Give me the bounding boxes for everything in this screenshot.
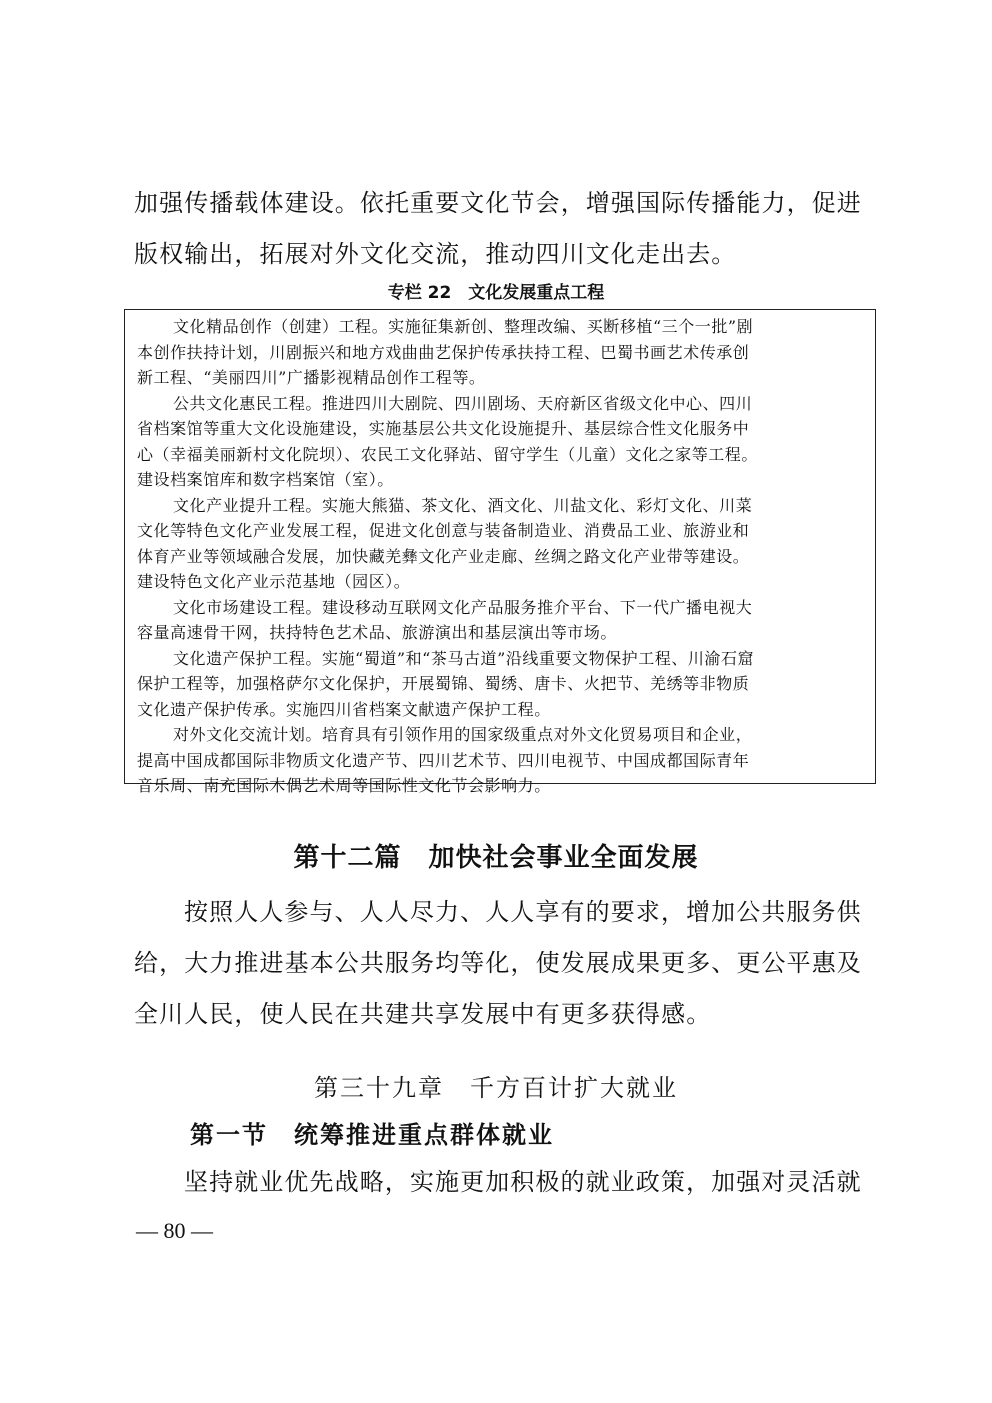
box-line: 文化遗产保护工程。实施“蜀道”和“茶马古道”沿线重要文物保护工程、川渝石窟 [173, 648, 755, 668]
box-line: 文化市场建设工程。建设移动互联网文化产品服务推介平台、下一代广播电视大 [173, 597, 753, 617]
part-line: 按照人人参与、人人尽力、人人享有的要求，增加公共服务供 [184, 898, 862, 926]
box-line: 心（幸福美丽新村文化院坝）、农民工文化驿站、留守学生（儿童）文化之家等工程。 [137, 444, 758, 464]
section-title: 第一节 统筹推进重点群体就业 [190, 1120, 554, 1149]
feature-box [124, 309, 876, 795]
box-line: 文化遗产保护传承。实施四川省档案文献遗产保护工程。 [137, 699, 551, 719]
intro-paragraph [134, 178, 868, 280]
box-line: 建设档案馆库和数字档案馆（室）。 [137, 470, 394, 489]
box-line: 省档案馆等重大文化设施建设，实施基层公共文化设施提升、基层综合性文化服务中 [137, 419, 750, 438]
box-line: 对外文化交流计划。培育具有引领作用的国家级重点对外文化贸易项目和企业， [173, 725, 753, 744]
intro-line: 版权输出，拓展对外文化交流，推动四川文化走出去。 [134, 240, 737, 268]
box-line: 保护工程等，加强格萨尔文化保护，开展蜀锦、蜀绣、唐卡、火把节、羌绣等非物质 [137, 674, 750, 693]
part-line: 给，大力推进基本公共服务均等化，使发展成果更多、更公平惠及 [134, 949, 862, 977]
box-line: 文化等特色文化产业发展工程，促进文化创意与装备制造业、消费品工业、旅游业和 [137, 521, 750, 540]
box-line: 新工程、“美丽四川”广播影视精品创作工程等。 [137, 368, 486, 387]
intro-line: 加强传播载体建设。依托重要文化节会，增强国际传播能力，促进 [134, 189, 862, 217]
box-line: 文化产业提升工程。实施大熊猫、茶文化、酒文化、川盐文化、彩灯文化、川菜 [173, 495, 753, 515]
box-title: 专栏 22 文化发展重点工程 [387, 283, 605, 303]
section-line: 坚持就业优先战略，实施更加积极的就业政策，加强对灵活就 [184, 1168, 862, 1196]
part-paragraph [134, 887, 868, 1040]
page-number: — 80 — [136, 1218, 213, 1243]
box-line: 容量高速骨干网，扶持特色艺术品、旅游演出和基层演出等市场。 [137, 623, 617, 642]
part-line: 全川人民，使人民在共建共享发展中有更多获得感。 [134, 1000, 712, 1028]
chapter-title: 第三十九章 千方百计扩大就业 [314, 1074, 678, 1102]
section-paragraph [134, 1157, 868, 1208]
box-line: 体育产业等领域融合发展，加快藏羌彝文化产业走廊、丝绸之路文化产业带等建设。 [137, 546, 750, 566]
box-line: 文化精品创作（创建）工程。实施征集新创、整理改编、买断移植“三个一批”剧 [173, 317, 754, 336]
box-line: 提高中国成都国际非物质文化遗产节、四川艺术节、四川电视节、中国成都国际青年 [137, 750, 750, 770]
box-line: 建设特色文化产业示范基地（园区）。 [137, 572, 411, 591]
part-title: 第十二篇 加快社会事业全面发展 [293, 843, 699, 873]
box-line: 公共文化惠民工程。推进四川大剧院、四川剧场、天府新区省级文化中心、四川 [173, 393, 753, 413]
box-line: 音乐周、南充国际木偶艺术周等国际性文化节会影响力。 [137, 776, 551, 795]
box-line: 本创作扶持计划，川剧振兴和地方戏曲曲艺保护传承扶持工程、巴蜀书画艺术传承创 [137, 342, 750, 362]
